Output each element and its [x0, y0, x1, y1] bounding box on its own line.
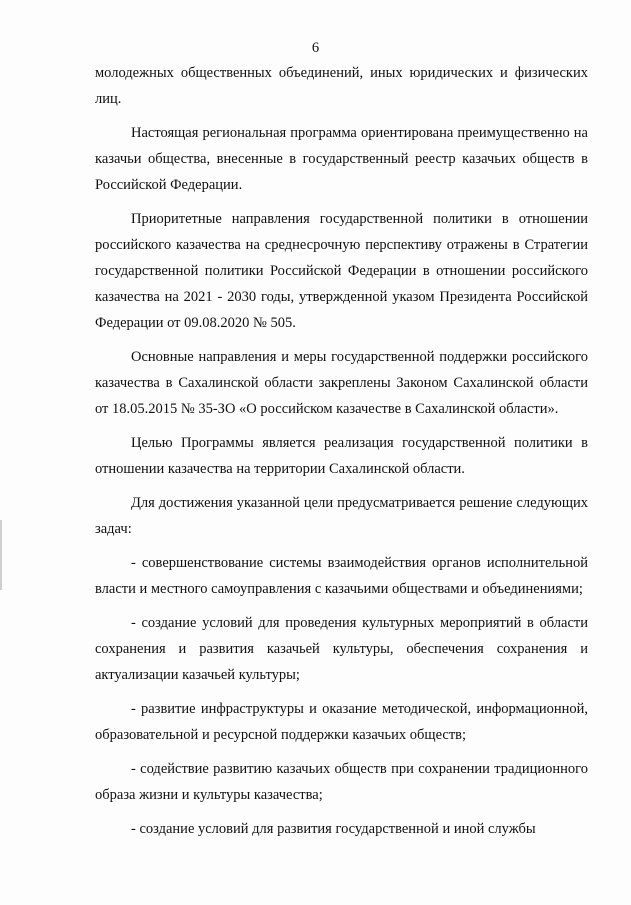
list-item-task-3: - развитие инфраструктуры и оказание методической, информационной, образовательной и ресурсной поддержки казачьих обществ;: [95, 701, 588, 743]
paragraph-tasks-intro: Для достижения указанной цели предусматривается решение следующих задач:: [95, 495, 588, 537]
paragraph-program-orientation: Настоящая региональная программа ориентирована преимущественно на казачьи общества, внесенные в государственный реестр казачьих обществ в Российской Федерации.: [95, 125, 588, 193]
paragraph-continuation: молодежных общественных объединений, иных юридических и физических лиц.: [95, 65, 588, 107]
list-item-task-1: - совершенствование системы взаимодействия органов исполнительной власти и местного самоуправления с казачьими обществами и объединениями;: [95, 555, 588, 597]
list-item-task-5: - создание условий для развития государственной и иной службы: [131, 821, 536, 837]
paragraph-support-measures: Основные направления и меры государственной поддержки российского казачества в Сахалинской области закреплены Законом Сахалинской области от 18.05.2015 № 35-ЗО «О российском казачестве в Сахалинской области».: [95, 349, 588, 417]
list-item-task-4: - содействие развитию казачьих обществ при сохранении традиционного образа жизни и культуры казачества;: [95, 761, 588, 803]
paragraph-priority-directions: Приоритетные направления государственной политики в отношении российского казачества на среднесрочную перспективу отражены в Стратегии государственной политики Российской Федерации в отношении российского казачества на 2021 - 2030 годы, утвержденной указом Президента Российской Федерации от 09.08.2020 № 505.: [95, 211, 588, 331]
paragraph-program-goal: Целью Программы является реализация государственной политики в отношении казачества на территории Сахалинской области.: [95, 435, 588, 477]
page-number: 6: [311, 40, 320, 56]
list-item-task-2: - создание условий для проведения культурных мероприятий в области сохранения и развития казачьей культуры, обеспечения сохранения и актуализации казачьей культуры;: [95, 615, 588, 683]
document-body: [95, 60, 588, 850]
scan-edge-mark: [0, 520, 2, 590]
